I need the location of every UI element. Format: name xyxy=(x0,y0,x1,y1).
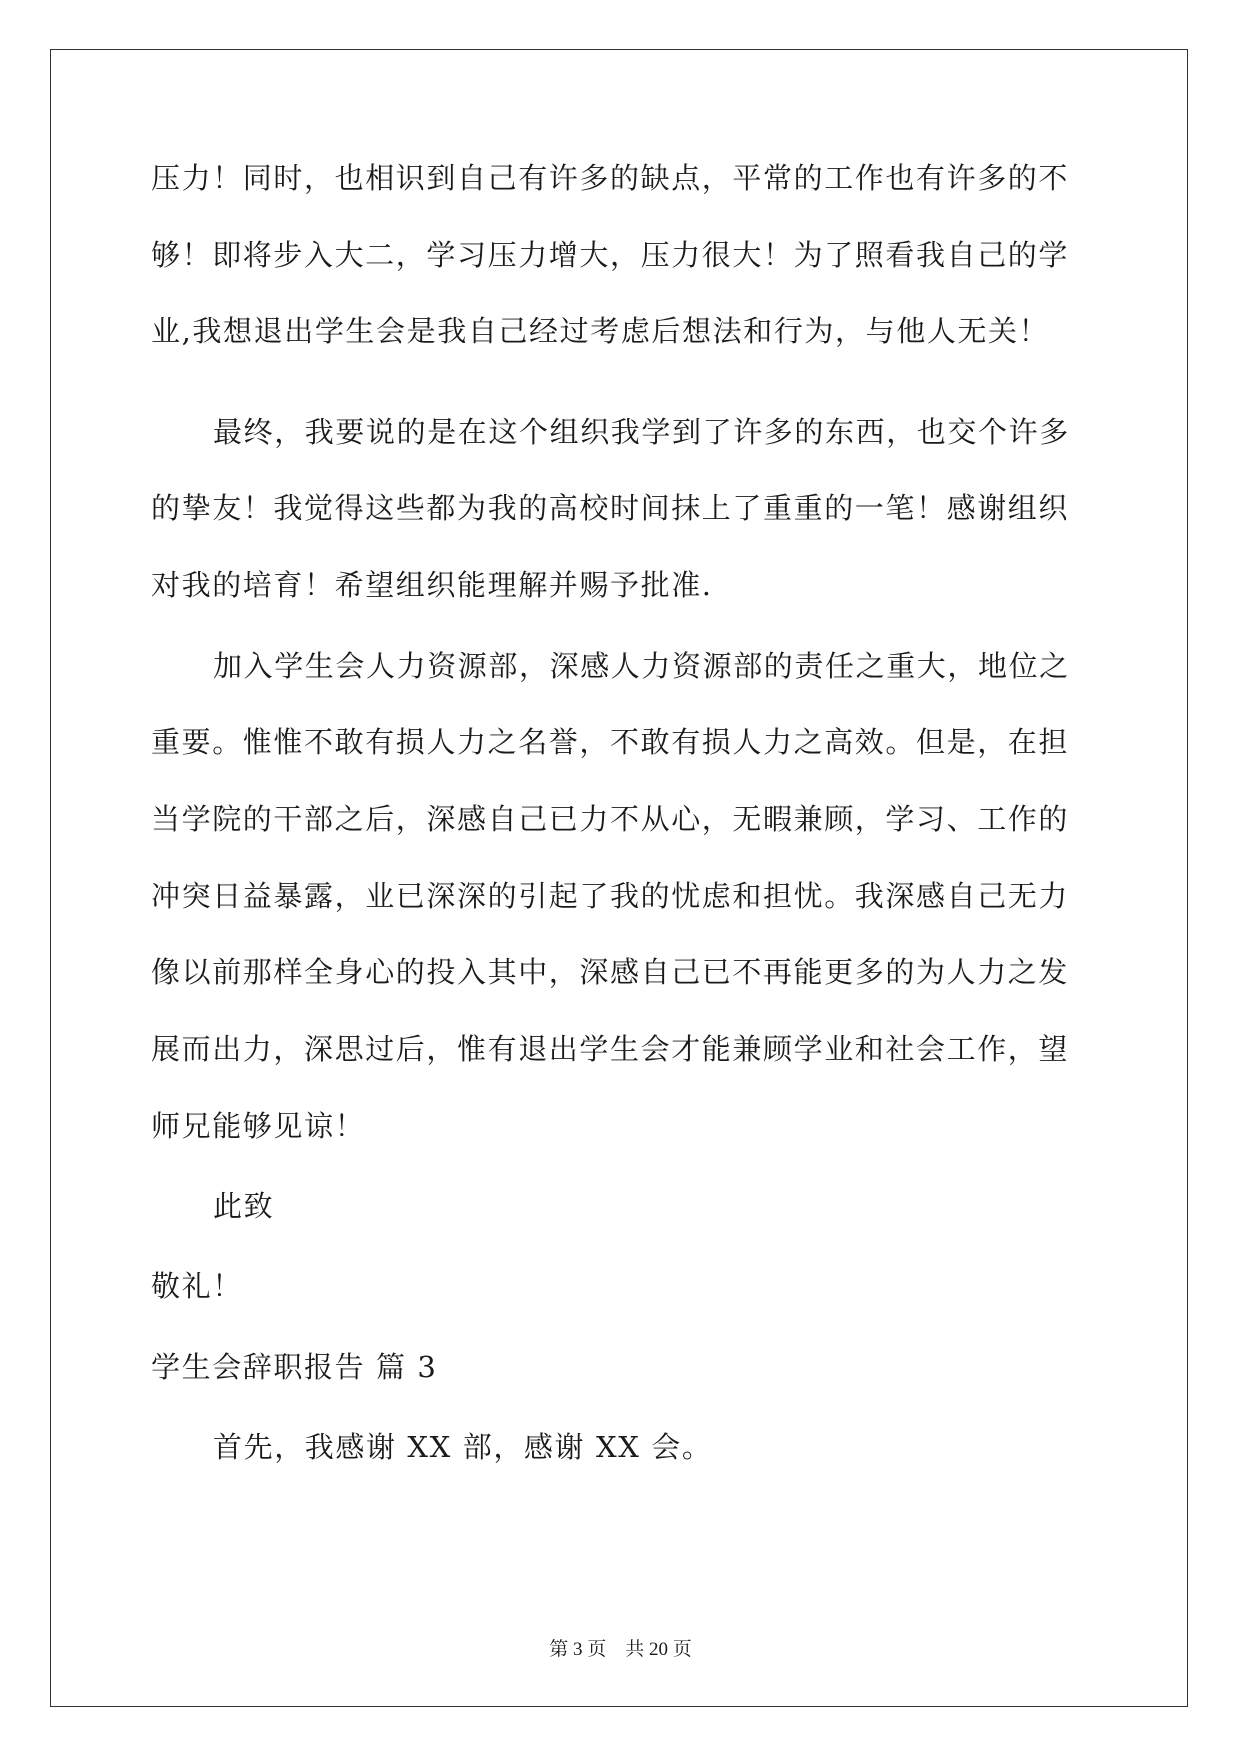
text-line: 像以前那样全身心的投入其中，深感自己已不再能更多的为人力之发 xyxy=(151,955,1070,989)
closing-salutation: 此致 xyxy=(213,1189,275,1223)
text-line: 师兄能够见谅！ xyxy=(151,1109,366,1143)
text-line: 业,我想退出学生会是我自己经过考虑后想法和行为，与他人无关！ xyxy=(151,314,1050,348)
text-line: 够！即将步入大二，学习压力增大，压力很大！为了照看我自己的学 xyxy=(151,238,1070,272)
text-line: 展而出力，深思过后，惟有退出学生会才能兼顾学业和社会工作，望 xyxy=(151,1032,1070,1066)
paragraph-first-line: 最终，我要说的是在这个组织我学到了许多的东西，也交个许多 xyxy=(213,415,1070,449)
text-line: 对我的培育！希望组织能理解并赐予批准. xyxy=(151,568,713,602)
closing-regards: 敬礼！ xyxy=(151,1269,243,1303)
text-line: 冲突日益暴露，业已深深的引起了我的忧虑和担忧。我深感自己无力 xyxy=(151,879,1070,913)
paragraph-first-line: 加入学生会人力资源部，深感人力资源部的责任之重大，地位之 xyxy=(213,649,1070,683)
text-line: 当学院的干部之后，深感自己已力不从心，无暇兼顾，学习、工作的 xyxy=(151,802,1070,836)
section-heading: 学生会辞职报告 篇 3 xyxy=(151,1350,438,1384)
text-line: 压力！同时，也相识到自己有许多的缺点，平常的工作也有许多的不 xyxy=(151,161,1070,195)
paragraph-first-line: 首先，我感谢 XX 部，感谢 XX 会。 xyxy=(213,1430,713,1464)
page-number-footer: 第 3 页 共 20 页 xyxy=(549,1639,692,1660)
text-line: 重要。惟惟不敢有损人力之名誉，不敢有损人力之高效。但是，在担 xyxy=(151,725,1070,759)
text-line: 的挚友！我觉得这些都为我的高校时间抹上了重重的一笔！感谢组织 xyxy=(151,491,1070,525)
